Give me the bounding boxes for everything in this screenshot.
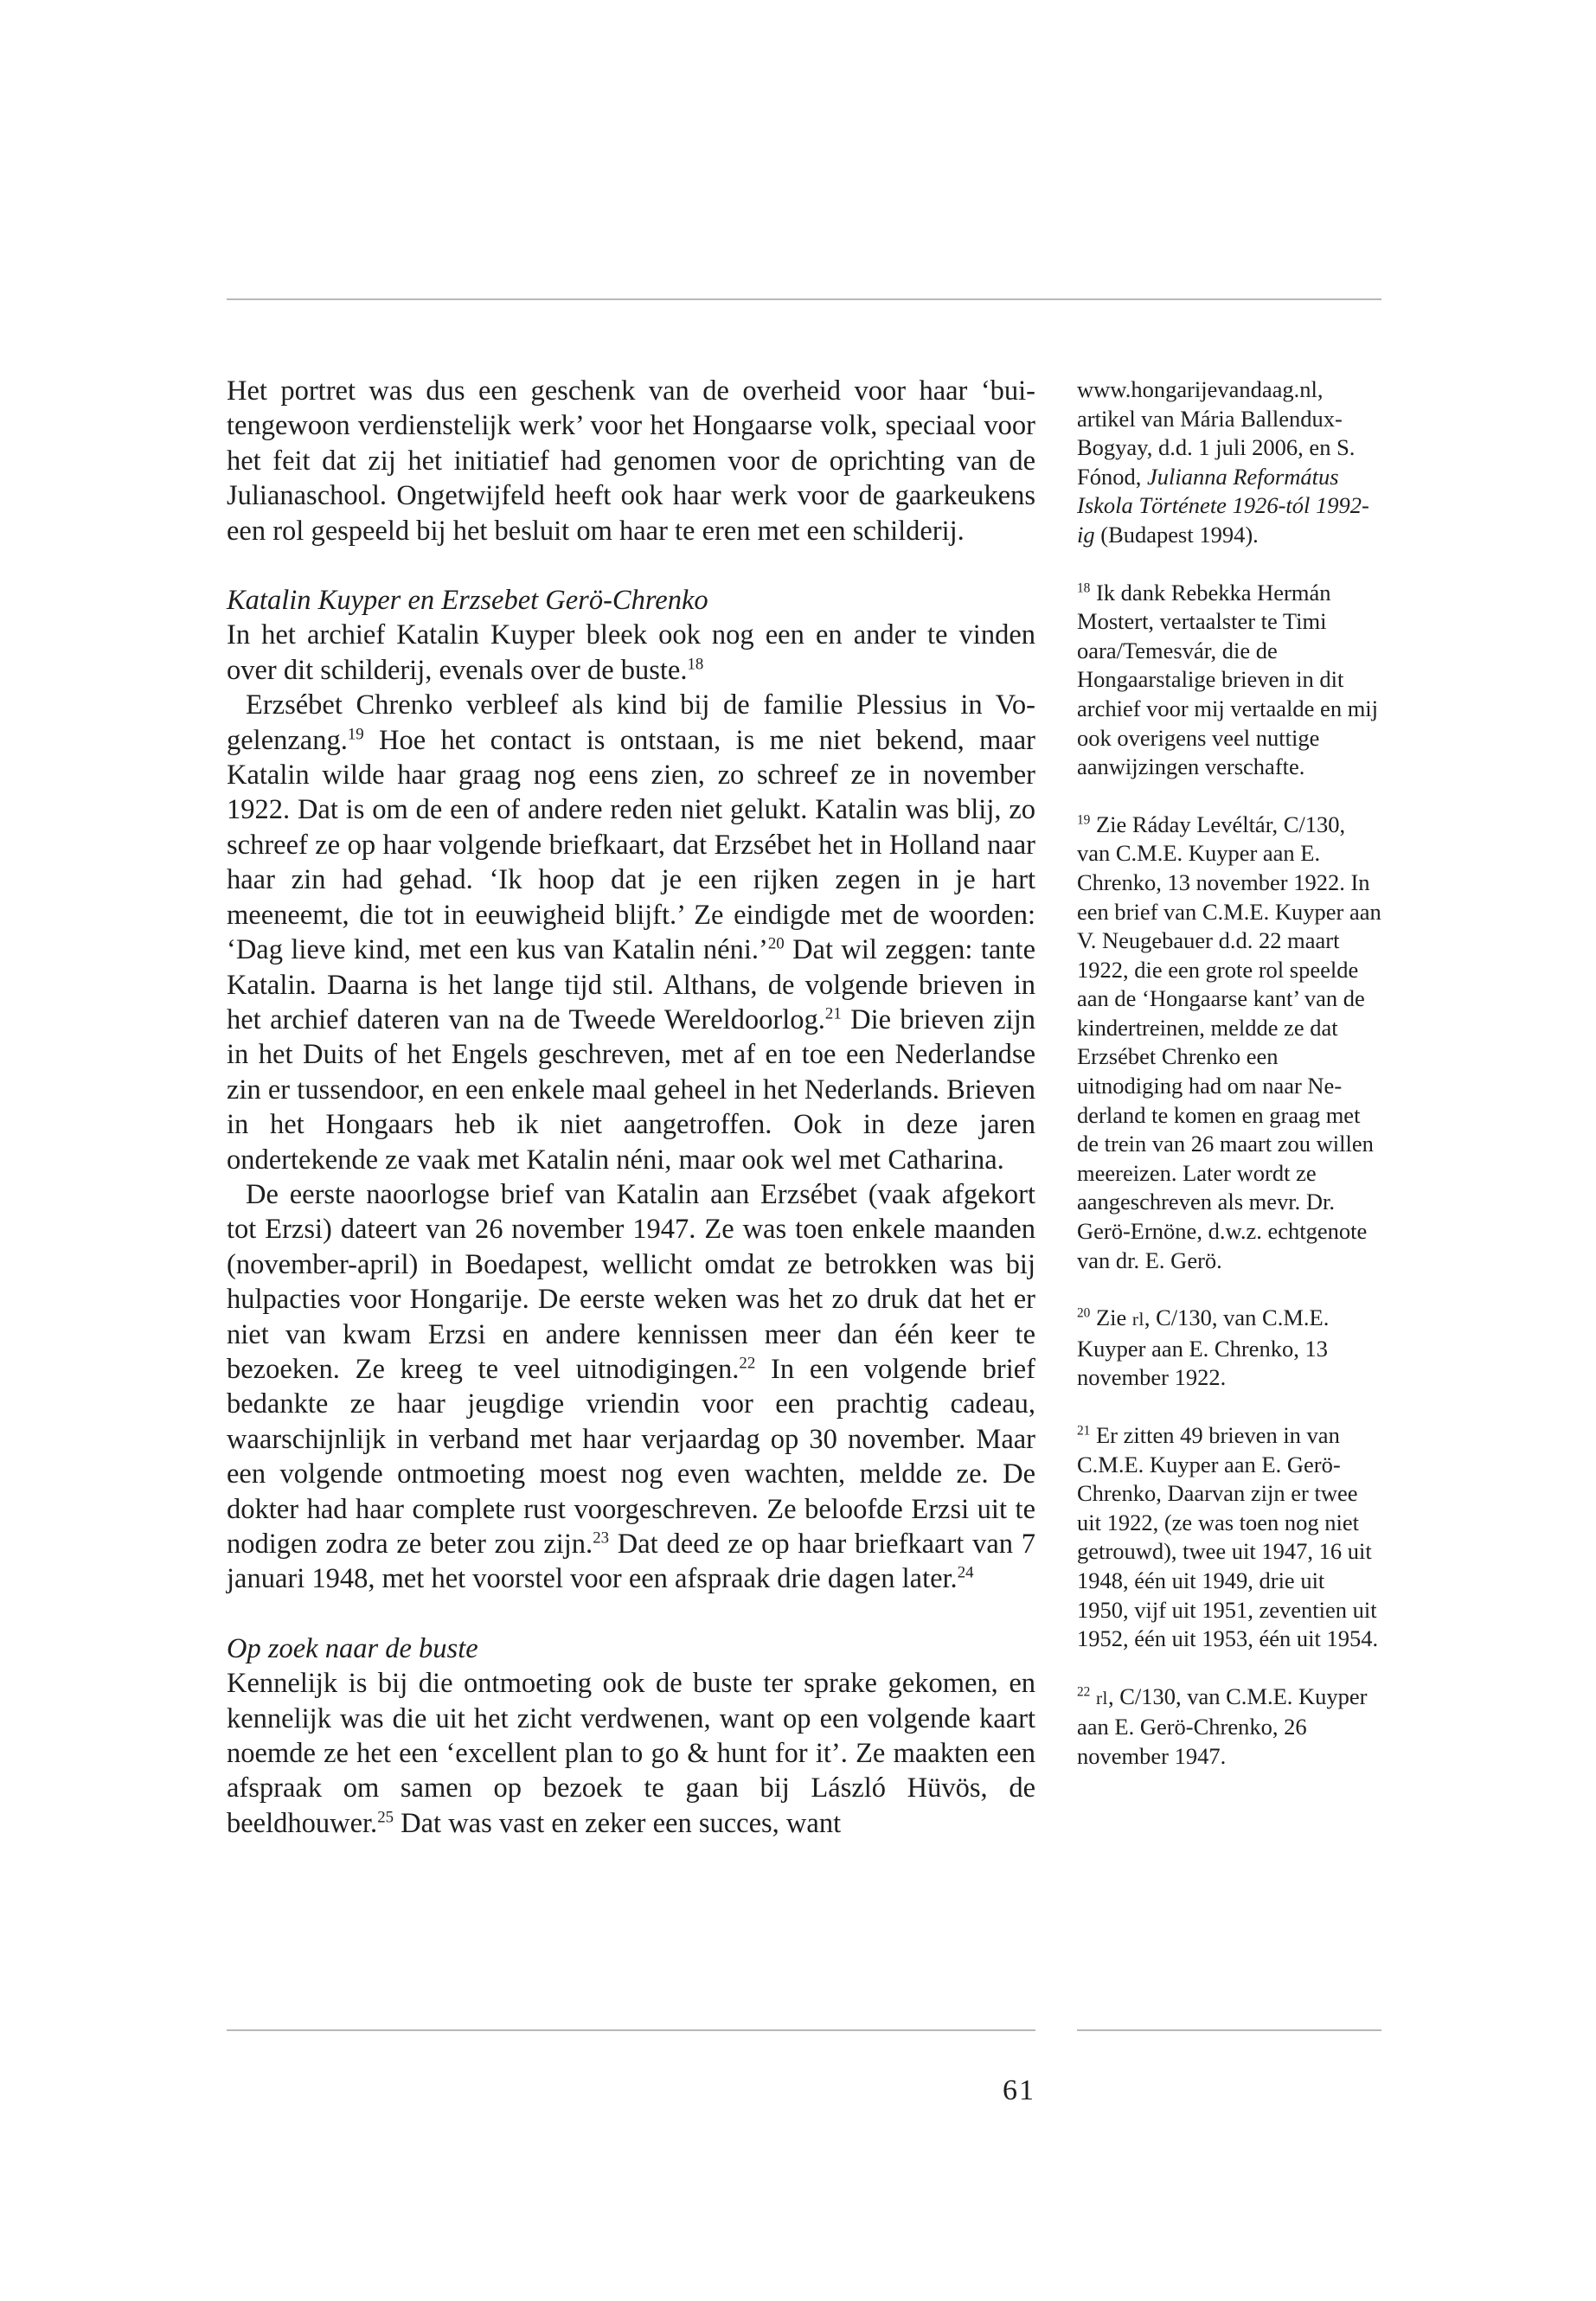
- footnote-ref[interactable]: 23: [593, 1529, 610, 1548]
- footnote-number: 21: [1077, 1423, 1091, 1439]
- footnote-number: 20: [1077, 1305, 1091, 1321]
- footnote-ref[interactable]: 24: [957, 1563, 974, 1582]
- paragraph: In het archief Katalin Kuyper bleek ook nog een en ander te vinden over dit schilderij, evenals over de buste.$^{18}$: [227, 619, 1035, 686]
- footnote-ref[interactable]: 19: [347, 724, 364, 743]
- footnote-ref[interactable]: 21: [824, 1004, 842, 1023]
- footnote-ref[interactable]: 18: [687, 655, 704, 674]
- footnotes-column: [1077, 375, 1381, 1800]
- footnote-number: 19: [1077, 812, 1091, 828]
- footnote: $^{21}$ Er zitten 49 brieven in van C.M.E. Kuyper aan E. Gerö-Chrenko, Daarvan zijn er twee uit 1922, (ze was toen nog niet getrouwd), twee uit 1947, 16 uit 1948, één uit 1949, drie uit 1950, vijf uit 1951, zeventien uit 1952, één uit 1953, één uit 1954.: [1077, 1422, 1379, 1652]
- footnote-number: 22: [1077, 1684, 1091, 1700]
- top-rule: [227, 298, 1381, 300]
- footnote: $^{22}$ rl, C/130, van C.M.E. Kuyper aan E. Gerö-Chrenko, 26 november 1947.: [1077, 1682, 1368, 1769]
- footnote-ref[interactable]: 20: [767, 934, 785, 953]
- section-heading: Op zoek naar de buste: [227, 1632, 478, 1664]
- footnote: $^{19}$ Zie Ráday Levéltár, C/130, van C.M.E. Kuyper aan E. Chrenko, 13 november 1922. In een brief van C.M.E. Kuyper aan V. Neugebauer d.d. 22 maart 1922, die een grote rol speelde aan de ‘Hongaarse kant’ van de kindertreinen, meldde ze dat Erzsébet Chrenko een uitnodiging had om naar Nederland te komen en graag met de trein van 26 maart zou willen meereizen. Later wordt ze aangeschreven als mevr. Dr. Gerö-Ernöne, d.w.z. echtgenote van dr. E. Gerö.: [1077, 811, 1381, 1273]
- footnote: $^{18}$ Ik dank Rebekka Hermán Mostert, vertaalster te Timi oara/Temesvár, die de Hongaarstalige brieven in dit archief voor mij vertaalde en mij ook overigens veel nuttige aanwijzingen verschafte.: [1077, 579, 1379, 780]
- footnote: $^{20}$ Zie rl, C/130, van C.M.E. Kuyper aan E. Chrenko, 13 november 1922.: [1077, 1304, 1330, 1391]
- paragraph: Erzsébet Chrenko verbleef als kind bij de familie Plessius in Vogelenzang.$^{19}$ Hoe het contact is ontstaan, is me niet bekend, maar Katalin wilde haar graag nog eens zien, zo schreef ze in november 1922. Dat is om de een of andere reden niet gelukt. Katalin was blij, zo schreef ze op haar volgende briefkaart, dat Erzsébet het in Holland naar haar zin had gehad. ‘Ik hoop dat je een rijken zegen in je hart meeneemt, die tot in eeuwigheid blijft.’ Ze eindigde met de woorden: ‘Dag lieve kind, met een kus van Katalin néni.’$^{20}$ Dat wil zeggen: tante Katalin. Daarna is het lange tijd stil. Althans, de volgende brieven in het archief dateren van na de Tweede Wereldoorlog.$^{21}$ Die brieven zijn in het Duits of het Engels geschreven, met af en toe een Nederlandse zin er tussendoor, en een enkele maal geheel in het Nederlands. Brieven in het Hongaars heb ik niet aangetroffen. Ook in deze jaren ondertekende ze vaak met Katalin néni, maar ook wel met Catharina.: [227, 689, 1035, 1176]
- paragraph: Het portret was dus een geschenk van de overheid voor haar ‘buitengewoon verdienstelijk werk’ voor het Hongaarse volk, speciaal voor het feit dat zij het initiatief had genomen voor de oprichting van de Julianaschool. Ongetwijfeld heeft ook haar werk voor de gaarkeukens een rol gespeeld bij het besluit om haar te eren met een schilderij.: [227, 375, 1035, 547]
- footnote-ref[interactable]: 25: [377, 1808, 394, 1827]
- paragraph: De eerste naoorlogse brief van Katalin aan Erzsébet (vaak afgekort tot Erzsi) dateert van 26 november 1947. Ze was toen enkele maanden (november-april) in Boedapest, wellicht omdat ze betrokken was bij hulpacties voor Hongarije. De eerste weken was het zo druk dat het er niet van kwam Erzsi en andere kennissen meer dan één keer te bezoeken. Ze kreeg te veel uitnodigingen.$^{22}$ In een volgende brief bedankte ze haar jeugdige vriendin voor een prachtig cadeau, waarschijnlijk in verband met haar verjaardag op 30 november. Maar een volgende ontmoeting moest nog even wachten, meldde ze. De dokter had haar complete rust voorgeschreven. Ze beloofde Erzsi uit te nodigen zodra ze beter zou zijn.$^{23}$ Dat deed ze op haar briefkaart van 7 januari 1948, met het voorstel voor een afspraak drie dagen later.$^{24}$: [227, 1178, 1035, 1595]
- main-bottom-rule: [227, 2029, 1035, 2031]
- section-heading: Katalin Kuyper en Erzsebet Gerö-Chrenko: [227, 585, 708, 617]
- paragraph: Kennelijk is bij die ontmoeting ook de buste ter sprake gekomen, en kennelijk was die uit het zicht verdwenen, want op een volgende kaart noemde ze het een ‘excellent plan to go & hunt for it’. Ze maakten een afspraak om samen op bezoek te gaan bij László Hüvös, de beeldhouwer.$^{25}$ Dat was vast en zeker een succes, want: [227, 1668, 1035, 1839]
- footnote-ref[interactable]: 22: [739, 1354, 756, 1373]
- footnote-number: 18: [1077, 580, 1091, 596]
- main-text-column: [227, 374, 1035, 1841]
- footnote: www.hongarijevandaag.nl, artikel van Mária Ballendux-Bogyay, d.d. 1 juli 2006, en S. Fónod, Julianna Református Iskola Története 1926-tól 1992-ig (Budapest 1994).: [1077, 376, 1369, 548]
- page-number: 61: [1003, 2074, 1035, 2106]
- notes-bottom-rule: [1077, 2029, 1381, 2031]
